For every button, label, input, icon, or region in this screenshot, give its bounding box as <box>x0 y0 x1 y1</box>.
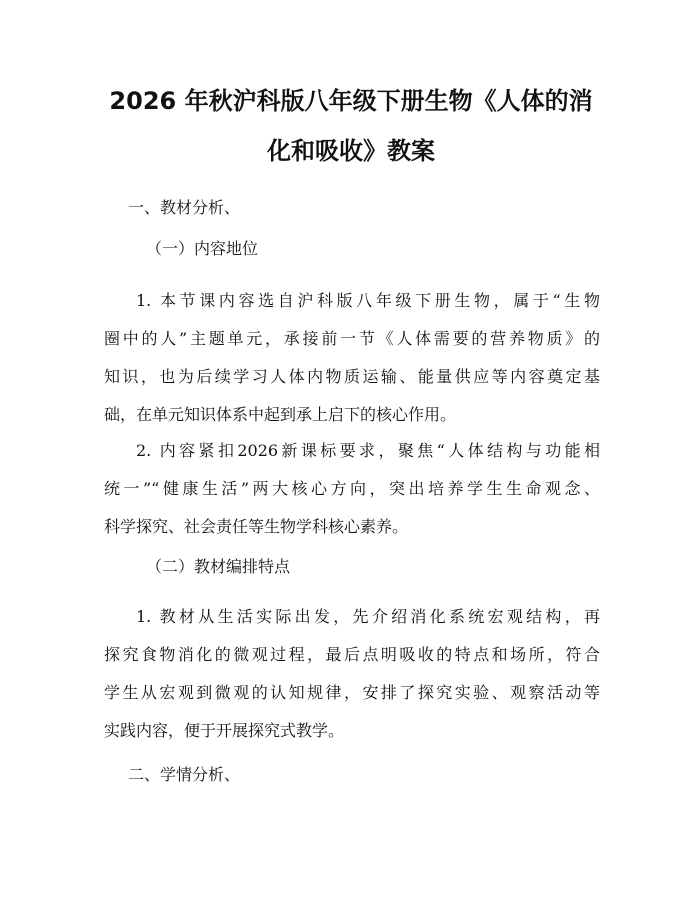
paragraph-line: 科学探究、社会责任等生物学科核心素养。 <box>104 517 409 536</box>
document-title-line-1: 2026 年秋沪科版八年级下册生物《人体的消 <box>109 87 593 115</box>
document-title-line-2: 化和吸收》教案 <box>267 137 435 165</box>
paragraph-line: 1. 本节课内容选自沪科版八年级下册生物，属于“生物 <box>136 291 600 310</box>
subsection-heading-layout-features: （二）教材编排特点 <box>146 557 291 576</box>
paragraph-layout-features-1 <box>104 598 600 750</box>
paragraph-line: 实践内容，便于开展探究式教学。 <box>104 721 345 740</box>
paragraph-line: 2. 内容紧扣2026新课标要求，聚焦“人体结构与功能相 <box>136 441 600 460</box>
paragraph-line: 1. 教材从生活实际出发，先介绍消化系统宏观结构，再 <box>136 607 600 626</box>
paragraph-line: 统一”“健康生活”两大核心方向，突出培养学生生命观念、 <box>104 479 600 498</box>
subsection-heading-content-position: （一）内容地位 <box>146 239 259 258</box>
paragraph-line: 圈中的人”主题单元，承接前一节《人体需要的营养物质》的 <box>104 329 600 348</box>
paragraph-content-position-1 <box>104 282 600 434</box>
paragraph-line: 学生从宏观到微观的认知规律，安排了探究实验、观察活动等 <box>104 683 600 702</box>
paragraph-line: 础，在单元知识体系中起到承上启下的核心作用。 <box>104 405 457 424</box>
paragraph-content-position-2 <box>104 432 600 546</box>
paragraph-line: 探究食物消化的微观过程，最后点明吸收的特点和场所，符合 <box>104 645 600 664</box>
paragraph-line: 知识，也为后续学习人体内物质运输、能量供应等内容奠定基 <box>104 367 600 386</box>
section-heading-textbook-analysis: 一、教材分析、 <box>128 198 241 217</box>
section-heading-student-analysis: 二、学情分析、 <box>128 765 241 784</box>
